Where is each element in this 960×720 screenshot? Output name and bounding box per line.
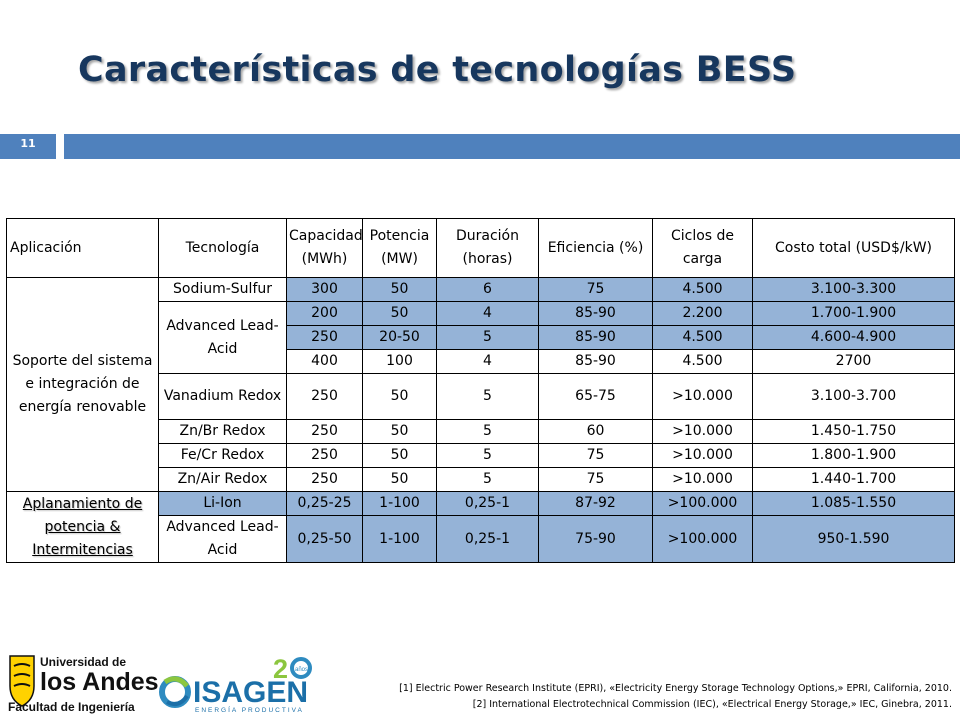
data-cell: 2700 [753,350,955,374]
data-cell: 5 [437,374,539,420]
data-cell: 4 [437,350,539,374]
slide-number: 11 [20,137,36,150]
data-cell: 5 [437,326,539,350]
data-cell: >100.000 [653,516,753,563]
data-cell: 85-90 [539,326,653,350]
technology-cell: Li-Ion [159,492,287,516]
header-duracion: Duración (horas) [437,219,539,278]
header-capacidad: Capacidad (MWh) [287,219,363,278]
header-ciclos: Ciclos de carga [653,219,753,278]
data-cell: 250 [287,420,363,444]
data-cell: 400 [287,350,363,374]
data-cell: 300 [287,278,363,302]
data-cell: 75-90 [539,516,653,563]
data-cell: 250 [287,374,363,420]
data-cell: 3.100-3.700 [753,374,955,420]
technology-cell: Advanced Lead-Acid [159,302,287,374]
data-cell: 75 [539,278,653,302]
uandes-line2: los Andes [40,668,159,696]
data-cell: 5 [437,468,539,492]
isagen-emblem-icon [162,679,188,705]
data-cell: 4.500 [653,350,753,374]
data-cell: 85-90 [539,350,653,374]
shield-icon [10,656,34,706]
data-cell: 0,25-25 [287,492,363,516]
reference-2: [2] International Electrotechnical Commission (IEC), «Electrical Energy Storage,» IEC, Ginebra, 2011. [472,699,952,710]
data-cell: 5 [437,420,539,444]
data-cell: 50 [363,374,437,420]
application-cell: Aplanamiento de potencia & Intermitencias [7,492,159,563]
data-cell: 4.600-4.900 [753,326,955,350]
header-tecnologia: Tecnología [159,219,287,278]
data-cell: 87-92 [539,492,653,516]
data-cell: 1.700-1.900 [753,302,955,326]
data-cell: 1.800-1.900 [753,444,955,468]
data-cell: 75 [539,444,653,468]
data-cell: 1.450-1.750 [753,420,955,444]
data-cell: 20-50 [363,326,437,350]
data-cell: 1.085-1.550 [753,492,955,516]
isagen-tagline: ENERGÍA PRODUCTIVA [195,707,304,714]
header-potencia: Potencia (MW) [363,219,437,278]
data-cell: 85-90 [539,302,653,326]
technology-cell: Sodium-Sulfur [159,278,287,302]
uandes-line1: Universidad de [40,655,127,669]
references [332,681,952,713]
slide-title: Características de tecnologías BESS [78,50,797,90]
table-row [7,492,955,516]
technology-cell: Vanadium Redox [159,374,287,420]
data-cell: 3.100-3.300 [753,278,955,302]
technology-cell: Zn/Air Redox [159,468,287,492]
data-cell: >10.000 [653,374,753,420]
bess-table [6,218,955,563]
data-cell: 250 [287,444,363,468]
data-cell: 60 [539,420,653,444]
data-cell: 1.440-1.700 [753,468,955,492]
technology-cell: Fe/Cr Redox [159,444,287,468]
data-cell: >10.000 [653,444,753,468]
data-cell: 200 [287,302,363,326]
data-cell: 75 [539,468,653,492]
data-cell: 0,25-50 [287,516,363,563]
reference-1: [1] Electric Power Research Institute (EPRI), «Electricity Energy Storage Technology Options,» EPRI, California, 2010. [399,683,952,694]
data-cell: 50 [363,420,437,444]
data-cell: 250 [287,468,363,492]
header-aplicacion: Aplicación [7,219,159,278]
data-cell: 0,25-1 [437,492,539,516]
anniversary-word: años [295,667,309,673]
table-row [7,278,955,302]
data-cell: 1-100 [363,516,437,563]
universidad-de-los-andes-logo [8,652,159,714]
data-cell: 0,25-1 [437,516,539,563]
table-header-row [7,219,955,278]
data-cell: 250 [287,326,363,350]
header-band [64,134,960,159]
data-cell: 2.200 [653,302,753,326]
data-cell: 100 [363,350,437,374]
application-cell: Soporte del sistema e integración de energía renovable [7,278,159,492]
data-cell: 1-100 [363,492,437,516]
data-cell: >10.000 [653,468,753,492]
uandes-line3: Facultad de Ingeniería [8,700,135,714]
data-cell: 4.500 [653,326,753,350]
data-cell: 50 [363,278,437,302]
data-cell: 4.500 [653,278,753,302]
data-cell: >100.000 [653,492,753,516]
data-cell: 6 [437,278,539,302]
data-cell: >10.000 [653,420,753,444]
data-cell: 950-1.590 [753,516,955,563]
isagen-logo [155,652,330,714]
data-cell: 4 [437,302,539,326]
table-body [7,278,955,563]
header-eficiencia: Eficiencia (%) [539,219,653,278]
data-cell: 5 [437,444,539,468]
isagen-name: ISAGEN [193,676,309,709]
anniversary-digit: 2 [273,654,289,684]
data-cell: 50 [363,468,437,492]
data-cell: 50 [363,444,437,468]
data-cell: 50 [363,302,437,326]
data-cell: 65-75 [539,374,653,420]
technology-cell: Zn/Br Redox [159,420,287,444]
header-costo: Costo total (USD$/kW) [753,219,955,278]
technology-cell: Advanced Lead-Acid [159,516,287,563]
